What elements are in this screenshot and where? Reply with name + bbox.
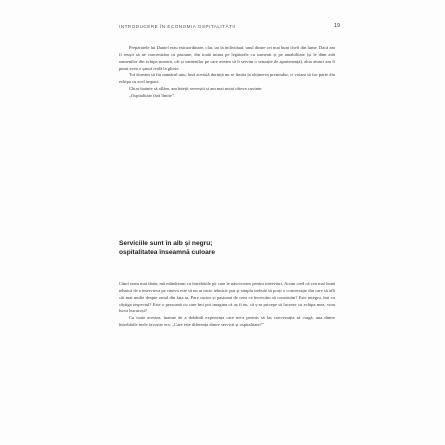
paragraph: Tot doream să fiu numărul unu, însă aceastã dorință nu se limita la obținerea premiului, ci voiam să fac parte din echipa cu acel impact. [119, 72, 335, 85]
body-text-section-2 [119, 281, 335, 329]
page-number: 19 [334, 23, 341, 29]
paragraph: „Ospitalitate fără limite”. [129, 92, 176, 98]
paragraph: Cu toate acestea, înainte de a dobândi experiența care mi-a permis să las conversația să curgă, una dintre întrebările mele favorite era: „Care este diferența dintre servicii și ospitalitate?” [119, 315, 335, 328]
running-header: INTRODUCERE ÎN ECONOMIA OSPITALITĂȚII [119, 24, 236, 29]
paragraph: Când eram mai tânăr, mă mândream cu întrebările pe care le născoceam pentru interviuri. Acum cred că cea mai bună tehnică de a intervieva pe cineva este să nu ai nicio tehnică: pur și simplu trebuie să porți o conversație din care să afli cât mai multe despre omul din fața ta. Pare curios și pasionat de ceea ce încercăm să construim? Este integru, îmi va câștiga respectul? Este o persoană cu care îmi pot imagina că aș fi eu, că ș-ar pricepe să lucreze cu echipa mea, vom lucra bucuroși? [119, 281, 335, 314]
paragraph: Preparatele lui Daniel erau extraordinare, clar, iar la individual, unul dintre cei mai buni chefi din lume. Dacă am fi reușit să ne concentrăm cu pasiune, din toată inima pe legăturile cu oamenii și pe amabilitate (și le dăm atât oamenilor din echipa noastră, cât și oamenilor pe care aveam să îi servim o senzație de apartenență), abia atunci am fi putut avea o șansă reală la glorie. [119, 45, 335, 71]
section-heading-line-2: ospitalitatea înseamnă culoare [119, 248, 216, 256]
section-heading [119, 240, 335, 257]
paragraph: Chiar înainte să aflăm, am întețit serveștii și am mai notat câteva cuvinte: [129, 86, 263, 92]
body-text-section-1 [119, 45, 335, 100]
section-heading-line-1: Serviciile sunt în alb și negru; [119, 240, 213, 247]
